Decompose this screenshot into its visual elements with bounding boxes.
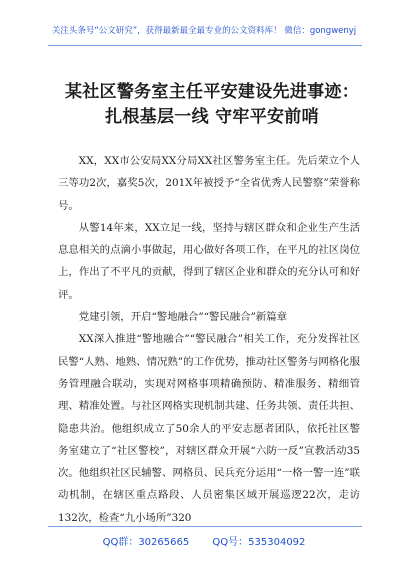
paragraph-career: 从警14年来，XX立足一线，坚持与辖区群众和企业生产生活息息相关的点滴小事做起，用心做好各项工作，在平凡的社区岗位上，作出了不平凡的贡献，得到了辖区企业和群众的充分认可和好评。 — [58, 221, 360, 301]
footer-qq-number: QQ号：535304092 — [212, 537, 306, 548]
footer-qq-group: QQ群：30265665 — [102, 537, 190, 548]
footer-contacts — [0, 533, 408, 548]
footer-divider — [48, 526, 362, 527]
section-heading: 党建引领，开启“警地融合”“警民融合”新篇章 — [78, 311, 288, 324]
document-body — [58, 150, 360, 529]
header-promo-note: 关注头条号“公文研究”，获得最新最全最专业的公文资料库！ 微信：gongwenyj — [51, 26, 357, 36]
paragraph-intro: XX，XX市公安局XX分局XX社区警务室主任。先后荣立个人三等功2次，嘉奖5次，201X年被授予“全省优秀人民警察”荣誉称号。 — [58, 155, 360, 212]
document-title — [52, 80, 372, 130]
header-divider — [48, 45, 362, 46]
title-line-1: 某社区警务室主任平安建设先进事迹： — [64, 82, 360, 102]
paragraph-party-building: XX深入推进“警地融合”“警民融合”相关工作，充分发挥社区民警“人熟、地熟、情况熟”的工作优势，推动社区警务与网格化服务管理融合联动，实现对网格事项精确预防、精准服务、精细管理、精准处置。与社区网格实现机制共建、任务共领、责任共担、隐患共治。他组织成立了50余人的平安志愿者团队，依托社区警务室建立了“社区警校”，对辖区群众开展“六防一反”宣教活动35次。他组织社区民辅警、网格员、民兵充分运用“一格一警一连”联动机制，在辖区重点路段、人员密集区域开展巡逻22次，走访132次，检查“九小场所”320 — [58, 333, 360, 524]
title-line-2: 扎根基层一线 守牢平安前哨 — [105, 107, 319, 127]
